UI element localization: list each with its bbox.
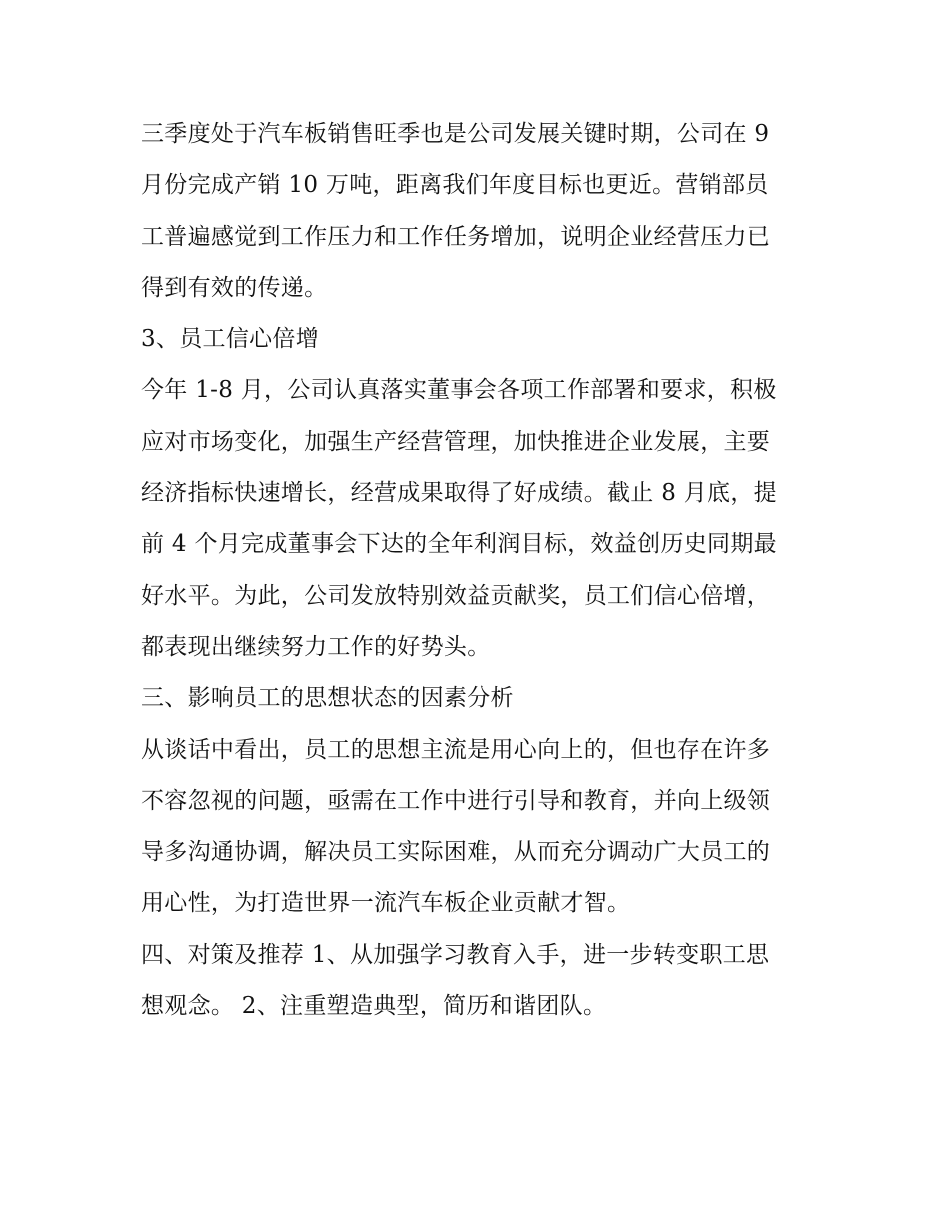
paragraph-profit bbox=[141, 365, 813, 673]
text-line: 不容忽视的问题，亟需在工作中进行引导和教育，并向上级领 bbox=[141, 787, 771, 814]
paragraph-q3-sales bbox=[141, 109, 813, 314]
text-line: 前 4 个月完成董事会下达的全年利润目标，效益创历史同期最 bbox=[141, 531, 777, 558]
text-line: 从谈话中看出，员工的思想主流是用心向上的，但也存在许多 bbox=[141, 736, 771, 763]
paragraph-analysis bbox=[141, 725, 813, 930]
text-line: 好水平。为此，公司发放特别效益贡献奖，员工们信心倍增， bbox=[141, 582, 771, 609]
text-line: 月份完成产销 10 万吨，距离我们年度目标也更近。营销部员 bbox=[141, 172, 769, 199]
text-line: 四、对策及推荐 1、从加强学习教育入手，进一步转变职工思 bbox=[141, 941, 770, 968]
section-heading: 3、员工信心倍增 bbox=[141, 326, 320, 353]
text-line: 工普遍感觉到工作压力和工作任务增加，说明企业经营压力已 bbox=[141, 223, 771, 250]
text-line: 用心性，为打造世界一流汽车板企业贡献才智。 bbox=[141, 890, 631, 917]
text-line: 三季度处于汽车板销售旺季也是公司发展关键时期，公司在 9 bbox=[141, 121, 770, 147]
heading-confidence bbox=[141, 314, 813, 365]
text-line: 都表现出继续努力工作的好势头。 bbox=[141, 633, 491, 660]
text-line: 想观念。 2、注重塑造典型，简历和谐团队。 bbox=[141, 993, 607, 1020]
text-line: 应对市场变化，加强生产经营管理，加快推进企业发展，主要 bbox=[141, 428, 771, 455]
heading-factor-analysis bbox=[141, 673, 813, 724]
text-line: 今年 1-8 月，公司认真落实董事会各项工作部署和要求，积极 bbox=[141, 377, 777, 404]
text-line: 经济指标快速增长，经营成果取得了好成绩。截止 8 月底，提 bbox=[141, 480, 777, 507]
text-line: 导多沟通协调，解决员工实际困难，从而充分调动广大员工的 bbox=[141, 839, 771, 866]
paragraph-countermeasures bbox=[141, 930, 813, 1033]
text-line: 得到有效的传递。 bbox=[141, 274, 328, 301]
section-heading: 三、影响员工的思想状态的因素分析 bbox=[141, 685, 514, 712]
document-body bbox=[141, 109, 813, 1032]
